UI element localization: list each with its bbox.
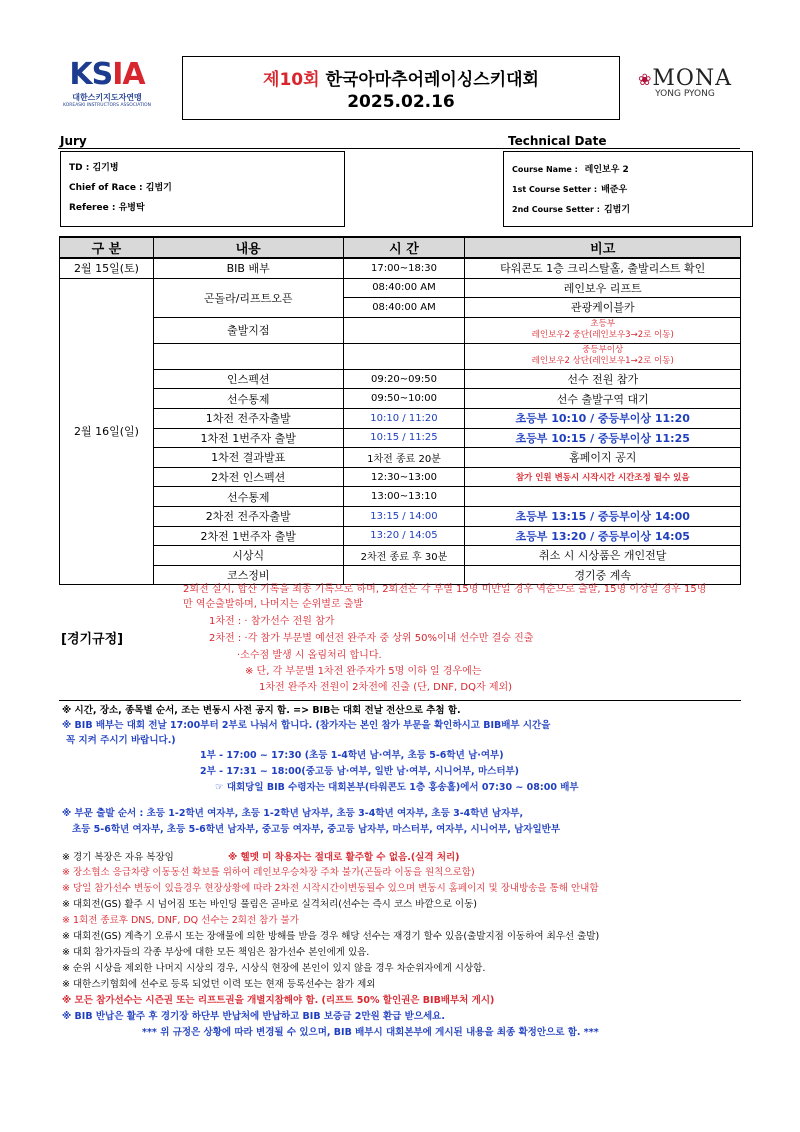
cell-content: 곤돌라/리프트오픈 — [153, 278, 343, 317]
jury-referee: Referee : 유병탁 — [69, 203, 145, 213]
event-date: 2025.02.16 — [347, 92, 455, 112]
cell-note: 타워콘도 1층 크리스탈홀, 출발리스트 확인 — [465, 258, 741, 278]
rules-line: 1차전 : · 참가선수 전원 참가 — [209, 616, 335, 627]
col-header-content: 내용 — [153, 237, 343, 258]
cell-content: 2차전 전주자출발 — [153, 506, 343, 526]
notice: ※ 대회전(GS) 활주 시 넘어짐 또는 바인딩 풀림은 곧바로 실격처리(선수는 즉시 코스 바깥으로 이동) — [62, 899, 477, 910]
notice: ☞ 대회당일 BIB 수령자는 대회본부(타워콘도 1층 홍송홀)에서 07:30 ~ 08:00 배부 — [215, 782, 579, 793]
notice: ※ 순위 시상을 제외한 나머지 시상의 경우, 시상식 현장에 본인이 있지 않을 경우 차순위자에게 시상함. — [62, 963, 486, 974]
first-setter-label: 1st Course Setter : — [512, 185, 598, 194]
table-row — [60, 278, 741, 298]
jury-td: TD : 김기병 — [69, 163, 119, 173]
title-main: 한국아마추어레이싱스키대회 — [325, 70, 539, 90]
cell-content: 1차전 1번주자 출발 — [153, 428, 343, 448]
cell-time: 09:20~09:50 — [343, 369, 465, 389]
cell-time: 13:15 / 14:00 — [343, 506, 465, 526]
logo-mark-a: KS — [69, 57, 113, 92]
cell-note — [465, 317, 741, 343]
event-title-box — [182, 56, 620, 120]
technical-label: Technical Date — [508, 134, 607, 148]
cell-note — [465, 487, 741, 507]
notice: ※ 모든 참가선수는 시즌권 또는 리프트권을 개별지참해야 함. (리프트 50% 할인권은 BIB배부처 게시) — [62, 995, 495, 1006]
cell-time: 08:40:00 AM — [343, 278, 465, 298]
logo-english-text: KOREASKI INSTRUCTORS ASSOCIATION — [63, 103, 151, 108]
cell-content: 시상식 — [153, 546, 343, 566]
cell-time: 08:40:00 AM — [343, 298, 465, 318]
note-line: 레인보우2 상단(레인보우1→2로 이동) — [531, 356, 674, 367]
rules-line: ※ 단, 각 부문별 1차전 완주자가 5명 이하 일 경우에는 — [245, 666, 482, 677]
title-edition: 제10회 — [263, 70, 320, 90]
rules-line: ·소수점 발생 시 올림처리 합니다. — [237, 650, 382, 661]
mona-sub: YONG PYONG — [655, 89, 715, 99]
col-header-note: 비고 — [465, 237, 741, 258]
table-row — [60, 487, 741, 507]
cell-time — [343, 317, 465, 343]
notice: ※ 당일 참가선수 변동이 있을경우 현장상황에 따라 2차전 시작시간이변동될수 있으며 변동시 홈페이지 및 장내방송을 통해 안내함 — [62, 883, 599, 894]
notice: ※ 부문 출발 순서 : 초등 1-2학년 여자부, 초등 1-2학년 남자부, 초등 3-4학년 여자부, 초등 3-4학년 남자부, — [62, 808, 524, 819]
table-header-row — [60, 237, 741, 258]
mona-flower-icon: ❀ — [637, 70, 653, 89]
notice: 꼭 지켜 주시기 바랍니다.) — [66, 735, 176, 746]
rules-label: [경기규정] — [61, 632, 124, 647]
cell-content: 2차전 1번주자 출발 — [153, 526, 343, 546]
cell-note: 레인보우 리프트 — [465, 278, 741, 298]
jury-box — [60, 151, 345, 227]
cell-time: 17:00~18:30 — [343, 258, 465, 278]
notice: ※ BIB 배부는 대회 전날 17:00부터 2부로 나눠서 합니다. (참가자는 본인 참가 부문을 확인하시고 BIB배부 시간을 — [62, 720, 551, 731]
logo-korean-text: 대한스키지도자연맹 — [72, 93, 142, 102]
notice: ※ 시간, 장소, 종목별 순서, 조는 변동시 사전 공지 함. => BIB는 대회 전날 전산으로 추첨 함. — [62, 705, 461, 716]
col-header-time: 시 간 — [343, 237, 465, 258]
cell-content: 1차전 전주자출발 — [153, 408, 343, 428]
table-row — [60, 408, 741, 428]
table-row — [60, 546, 741, 566]
notice: 2부 - 17:31 ~ 18:00(중고등 남·여부, 일반 남·여부, 시니어부, 마스터부) — [200, 766, 520, 777]
cell-content: 선수통제 — [153, 487, 343, 507]
cell-note: 선수 출발구역 대기 — [465, 389, 741, 409]
note-line: 레인보우2 중단(레인보우3→2로 이동) — [531, 330, 674, 341]
notice: ※ BIB 반납은 활주 후 경기장 하단부 반납처에 반납하고 BIB 보증금 2만원 환급 받으세요. — [62, 1011, 445, 1022]
cell-content: 2차전 인스펙션 — [153, 467, 343, 487]
cell-note: 관광케이블카 — [465, 298, 741, 318]
table-row — [60, 506, 741, 526]
notice-helmet: ※ 헬멧 미 착용자는 절대로 활주할 수 없음.(실격 처리) — [228, 852, 460, 863]
cell-time: 1차전 종료 20분 — [343, 448, 465, 468]
notice: *** 위 규정은 상황에 따라 변경될 수 있으며, BIB 배부시 대회본부에 게시된 내용을 최종 확정안으로 함. *** — [142, 1027, 599, 1038]
table-row — [60, 448, 741, 468]
table-row — [60, 526, 741, 546]
rules-line: 1차전 완주자 전원이 2차전에 진출 (단, DNF, DQ자 제외) — [259, 682, 513, 693]
ksia-logo — [62, 57, 152, 120]
cell-note: 홈페이지 공지 — [465, 448, 741, 468]
table-row — [60, 258, 741, 278]
cell-note: 선수 전원 참가 — [465, 369, 741, 389]
cell-note: 참가 인원 변동시 시작시간 시간조정 될수 있음 — [465, 467, 741, 487]
cell-time: 12:30~13:00 — [343, 467, 465, 487]
cell-time: 09:50~10:00 — [343, 389, 465, 409]
cell-content — [153, 343, 343, 369]
notice: ※ 경기 복장은 자유 복장임 — [62, 852, 174, 863]
day2-date: 2월 16일(일) — [60, 278, 154, 585]
rules-line: 2차전 : ·각 참가 부문별 예선전 완주자 중 상위 50%이내 선수만 결승 진출 — [209, 633, 534, 644]
technical-box — [503, 151, 753, 227]
cell-note — [465, 343, 741, 369]
cell-time — [343, 343, 465, 369]
course-name-label: Course Name : — [512, 165, 578, 174]
col-header-category: 구 분 — [60, 237, 154, 258]
course-name: 레인보우 2 — [584, 165, 629, 175]
mona-logo — [630, 66, 740, 108]
table-row — [60, 369, 741, 389]
rules-line: 만 역순출발하며, 나머지는 순위별로 출발 — [183, 599, 364, 610]
cell-time: 2차전 종료 후 30분 — [343, 546, 465, 566]
notice: ※ 대회전(GS) 계측기 오류시 또는 장애물에 의한 방해를 받을 경우 해당 선수는 재경기 할수 있음(출발지점 이동하여 최우선 출발) — [62, 931, 600, 942]
cell-time: 10:10 / 11:20 — [343, 408, 465, 428]
mona-name: MONA — [652, 66, 733, 91]
logo-mark-b: IA — [112, 57, 145, 92]
day1-date: 2월 15일(토) — [60, 258, 154, 278]
cell-content: BIB 배부 — [153, 258, 343, 278]
cell-time: 13:20 / 14:05 — [343, 526, 465, 546]
cell-content: 선수통제 — [153, 389, 343, 409]
table-row — [60, 317, 741, 343]
first-setter: 배준우 — [601, 185, 628, 195]
note-line: 초등부 — [590, 319, 616, 330]
notice: 1부 - 17:00 ~ 17:30 (초등 1-4학년 남·여부, 초등 5-6학년 남·여부) — [200, 750, 504, 761]
second-setter: 김범기 — [603, 205, 631, 215]
table-row — [60, 389, 741, 409]
cell-time: 13:00~13:10 — [343, 487, 465, 507]
table-row — [60, 428, 741, 448]
notice: ※ 대회 참가자들의 각종 부상에 대한 모든 책임은 참가선수 본인에게 있음. — [62, 947, 370, 958]
cell-content: 코스정비 — [153, 565, 343, 585]
cell-note: 초등부 13:15 / 중등부이상 14:00 — [465, 506, 741, 526]
notice: ※ 대한스키협회에 선수로 등록 되었던 이력 또는 현재 등록선수는 참가 제외 — [62, 979, 376, 990]
cell-content: 1차전 결과발표 — [153, 448, 343, 468]
cell-note: 초등부 10:10 / 중등부이상 11:20 — [465, 408, 741, 428]
section-divider — [58, 148, 740, 149]
notice: ※ 1회전 종료후 DNS, DNF, DQ 선수는 2회전 참가 불가 — [62, 915, 299, 926]
cell-note: 초등부 10:15 / 중등부이상 11:25 — [465, 428, 741, 448]
rules-section — [59, 580, 741, 701]
jury-label: Jury — [60, 134, 87, 148]
note-line: 중등부이상 — [582, 345, 624, 356]
cell-note: 초등부 13:20 / 중등부이상 14:05 — [465, 526, 741, 546]
table-row — [60, 343, 741, 369]
rules-line: 2회전 실시, 합산 기록을 최종 기록으로 하며, 2회전은 각 부별 15명 미만일 경우 역순으로 출발, 15명 이상일 경우 15명 — [183, 584, 707, 595]
cell-content: 출발지점 — [153, 317, 343, 343]
cell-note: 경기중 계속 — [465, 565, 741, 585]
cell-time: 10:15 / 11:25 — [343, 428, 465, 448]
notice: 초등 5-6학년 여자부, 초등 5-6학년 남자부, 중고등 여자부, 중고등 남자부, 마스터부, 여자부, 시니어부, 남자일반부 — [72, 824, 561, 835]
second-setter-label: 2nd Course Setter : — [512, 205, 600, 214]
cell-note: 취소 시 시상품은 개인전달 — [465, 546, 741, 566]
jury-chief: Chief of Race : 김범기 — [69, 183, 172, 193]
notice: ※ 장소협소 응급차량 이동동선 확보를 위하여 레인보우승차장 주차 불가(곤돌라 이동을 원칙으로함) — [62, 867, 475, 878]
table-row — [60, 467, 741, 487]
schedule-table — [59, 236, 741, 585]
cell-content: 인스펙션 — [153, 369, 343, 389]
